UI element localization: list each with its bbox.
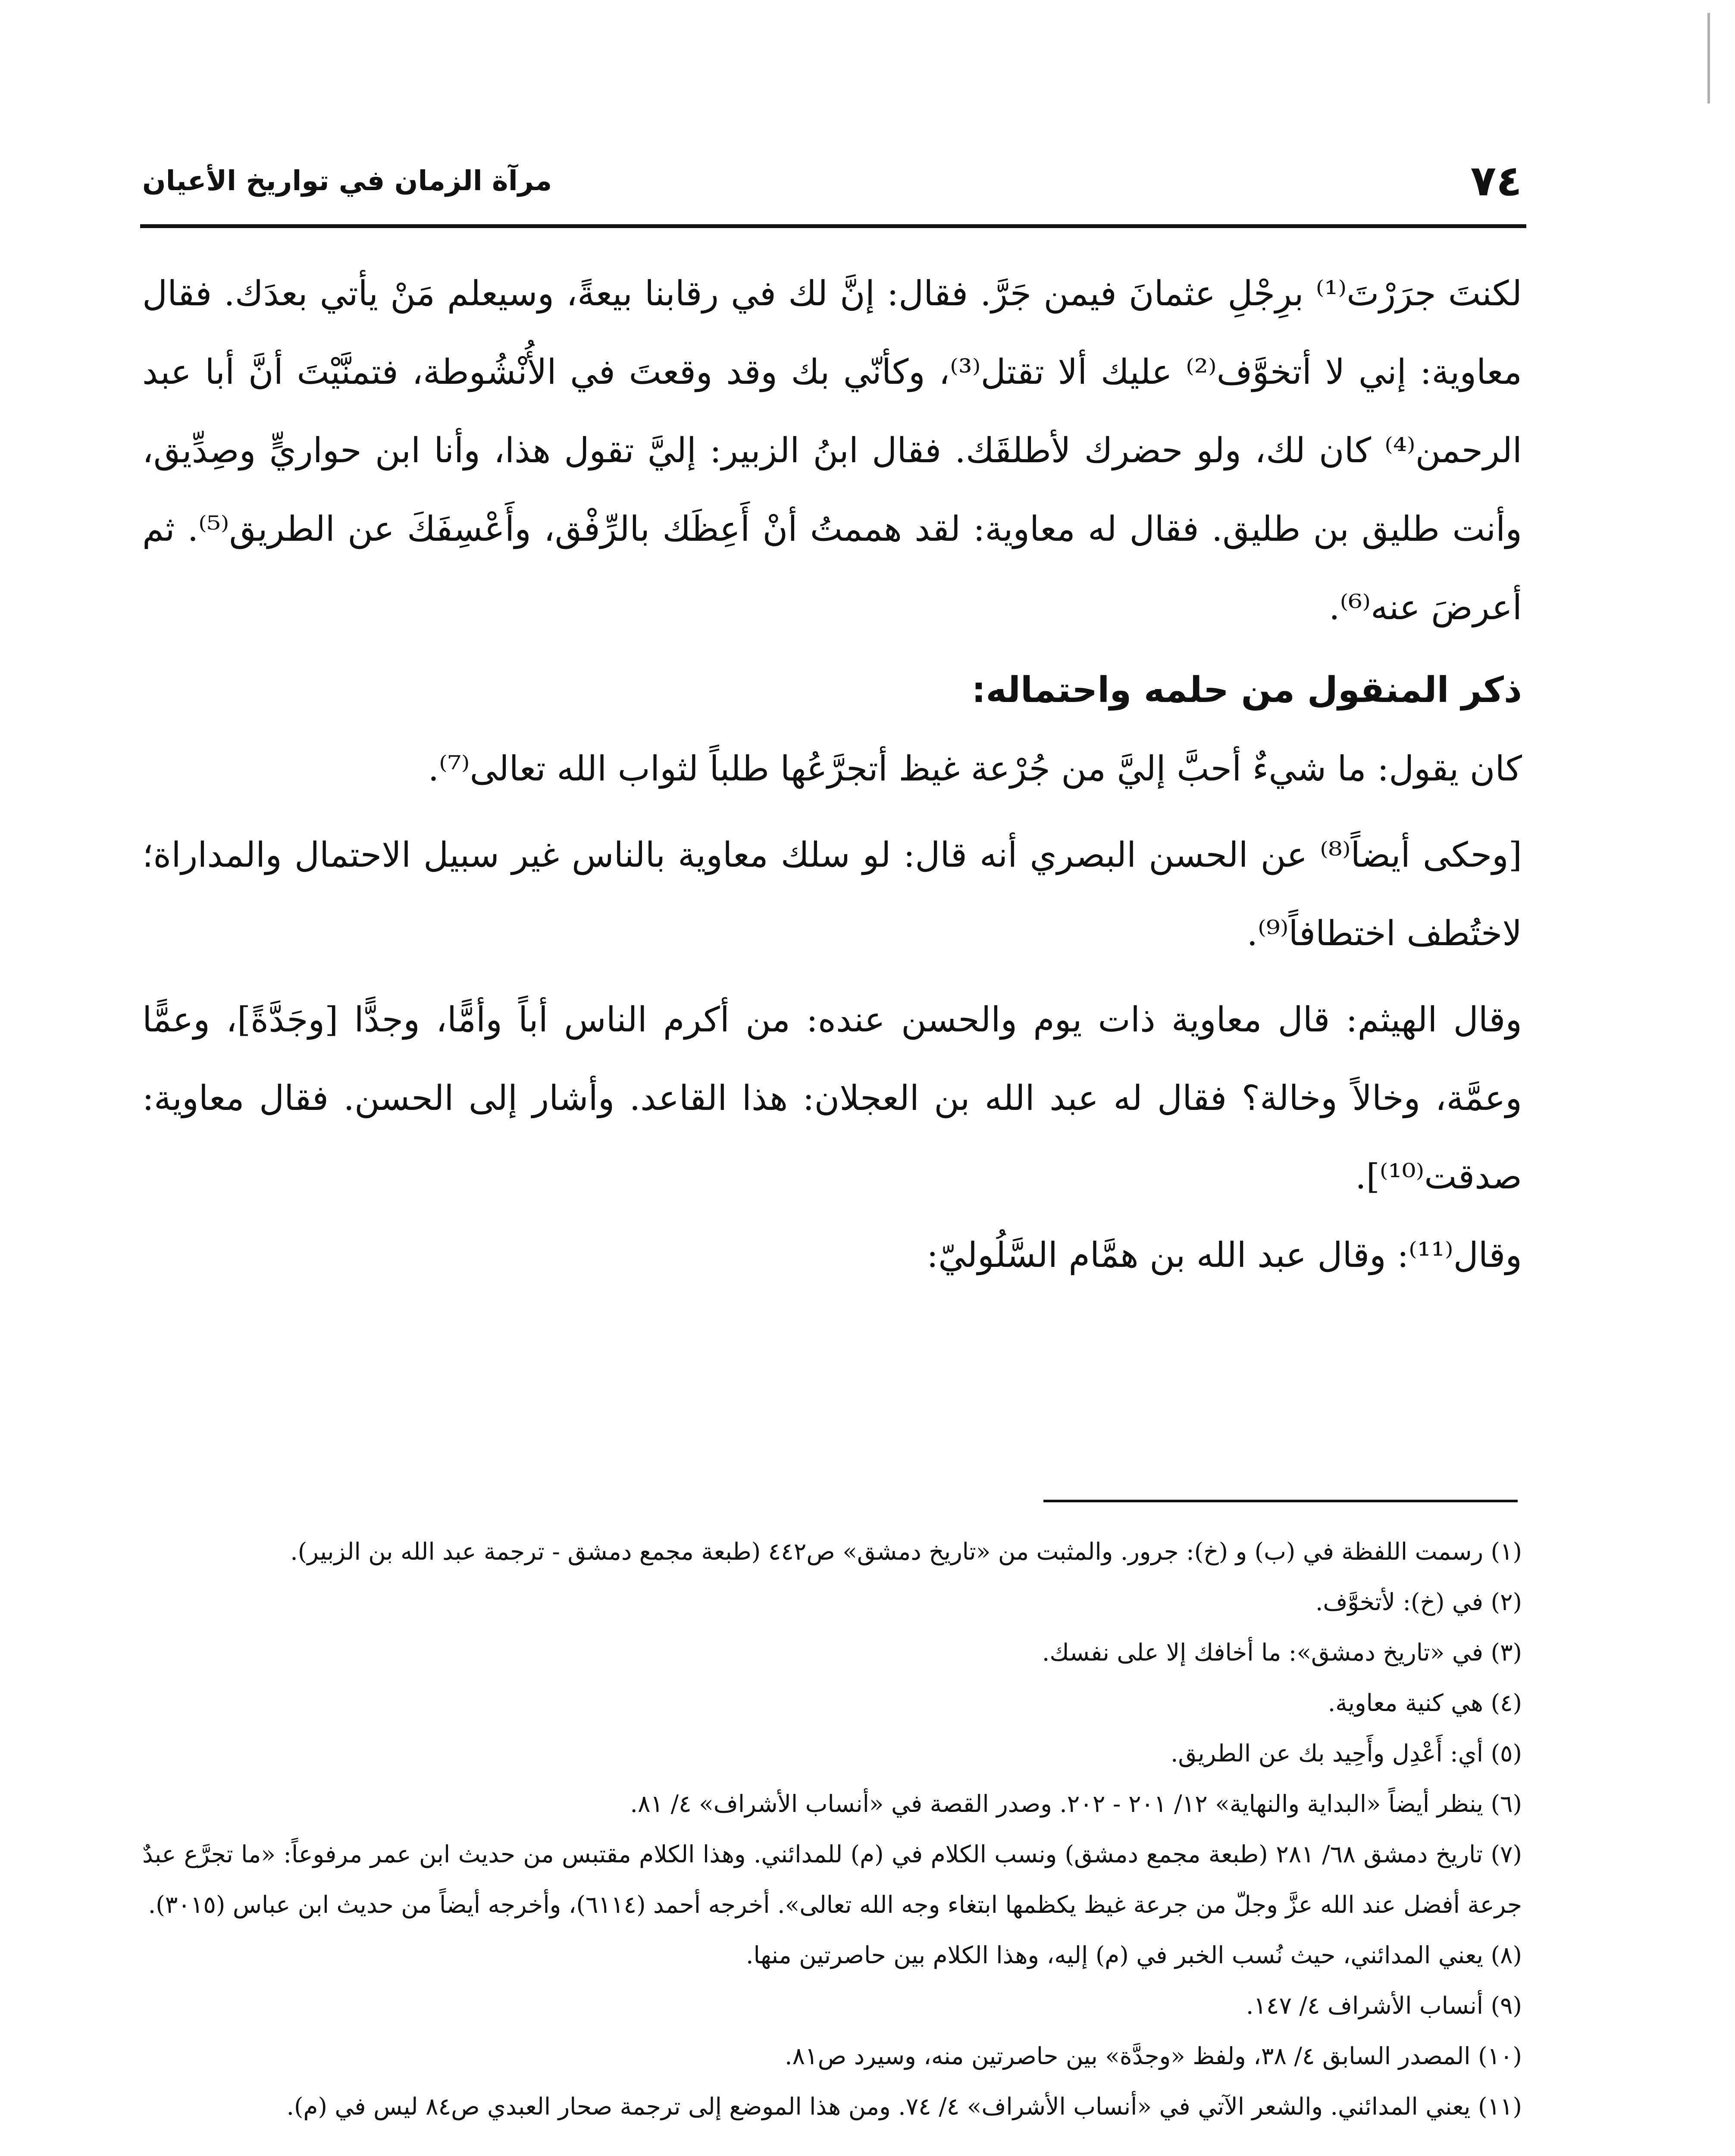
page-number: ٧٤ [1470, 157, 1522, 206]
paragraph-ibn-zubayr-dialogue: لكنتَ جرَرْتَ⁽¹⁾ برِجْلِ عثمانَ فيمن جَرَّ. فقال: إنَّ لك في رقابنا بيعةً، وسيعلم مَنْ يأتي بعدَك. فقال معاوية: إني لا أتخوَّف⁽²⁾ عليك ألا تقتل⁽³⁾، وكأنّي بك وقد وقعتَ في الأُنْشُوطة، فتمنَّيْتَ أنَّ أبا عبد الرحمن⁽⁴⁾ كان لك، ولو حضرك لأطلقَك. فقال ابنُ الزبير: إليَّ تقول هذا، وأنا ابن حواريٍّ وصِدِّيق، وأنت طليق بن طليق. فقال له معاوية: لقد هممتُ أنْ أَعِظَك بالرِّفْق، وأَعْسِفَكَ عن الطريق⁽⁵⁾. ثم أعرضَ عنه⁽⁶⁾. [142, 273, 1522, 627]
scan-edge-mark [1707, 13, 1710, 103]
book-title: مرآة الزمان في تواريخ الأعيان [142, 165, 552, 197]
footnote-4: (٤) هي كنية معاوية. [1328, 1689, 1522, 1717]
paragraph-poem-intro: وقال⁽¹¹⁾: وقال عبد الله بن همَّام السَّلُوليّ: [927, 1235, 1522, 1275]
section-heading: ذكر المنقول من حلمه واحتماله: [971, 670, 1522, 711]
footnote-6: (٦) ينظر أيضاً «البداية والنهاية» ١٢/ ٢٠١ - ٢٠٢. وصدر القصة في «أنساب الأشراف» ٤/ ٨١. [630, 1790, 1522, 1818]
footnote-rule [1043, 1500, 1518, 1502]
footnote-11: (١١) يعني المدائني. والشعر الآتي في «أنساب الأشراف» ٤/ ٧٤. ومن هذا الموضع إلى ترجمة صحار العبدي ص٨٤ ليس في (م). [286, 2093, 1522, 2120]
footnote-1: (١) رسمت اللفظة في (ب) و (خ): جرور. والمثبت من «تاريخ دمشق» ص٤٤٢ (طبعة مجمع دمشق - ترجمة عبد الله بن الزبير). [290, 1538, 1522, 1565]
main-text [142, 254, 1522, 1294]
paragraph-haytham: وقال الهيثم: قال معاوية ذات يوم والحسن عنده: من أكرم الناس أباً وأمًّا، وجدًّا [وجَدَّةً]، وعمًّا وعمَّة، وخالاً وخالة؟ فقال له عبد الله بن العجلان: هذا القاعد. وأشار إلى الحسن. فقال معاوية: صدقت⁽¹⁰⁾]. [142, 1000, 1522, 1197]
footnote-10: (١٠) المصدر السابق ٤/ ٣٨، ولفظ «وجدَّة» بين حاصرتين منه، وسيرد ص٨١. [785, 2042, 1522, 2070]
paragraph-saying: كان يقول: ما شيءٌ أحبَّ إليَّ من جُرْعة غيظ أتجرَّعُها طلباً لثواب الله تعالى⁽⁷⁾. [428, 749, 1522, 789]
footnotes [142, 1526, 1522, 2132]
footnote-5: (٥) أي: أَعْدِل وأَحِيد بك عن الطريق. [1171, 1739, 1522, 1767]
footnote-9: (٩) أنساب الأشراف ٤/ ١٤٧. [1246, 1992, 1522, 2019]
footnote-2: (٢) في (خ): لأتخوَّف. [1315, 1588, 1522, 1616]
footnote-7: (٧) تاريخ دمشق ٦٨/ ٢٨١ (طبعة مجمع دمشق) ونسب الكلام في (م) للمدائني. وهذا الكلام مقتبس من حديث ابن عمر مرفوعاً: «ما تجرَّع عبدٌ جرعة أفضل عند الله عزَّ وجلّ من جرعة غيظ يكظمها ابتغاء وجه الله تعالى». أخرجه أحمد (٦١١٤)، وأخرجه أيضاً من حديث ابن عباس (٣٠١٥). [142, 1840, 1522, 1918]
running-head [142, 153, 1522, 209]
footnote-8: (٨) يعني المدائني، حيث نُسب الخبر في (م) إليه، وهذا الكلام بين حاصرتين منها. [746, 1941, 1522, 1969]
paragraph-hasan-basri: [وحكى أيضاً⁽⁸⁾ عن الحسن البصري أنه قال: لو سلك معاوية بالناس غير سبيل الاحتمال والمداراة؛ لاختُطف اختطافاً⁽⁹⁾. [142, 835, 1522, 953]
header-rule [140, 224, 1526, 228]
footnote-3: (٣) في «تاريخ دمشق»: ما أخافك إلا على نفسك. [1042, 1639, 1522, 1666]
